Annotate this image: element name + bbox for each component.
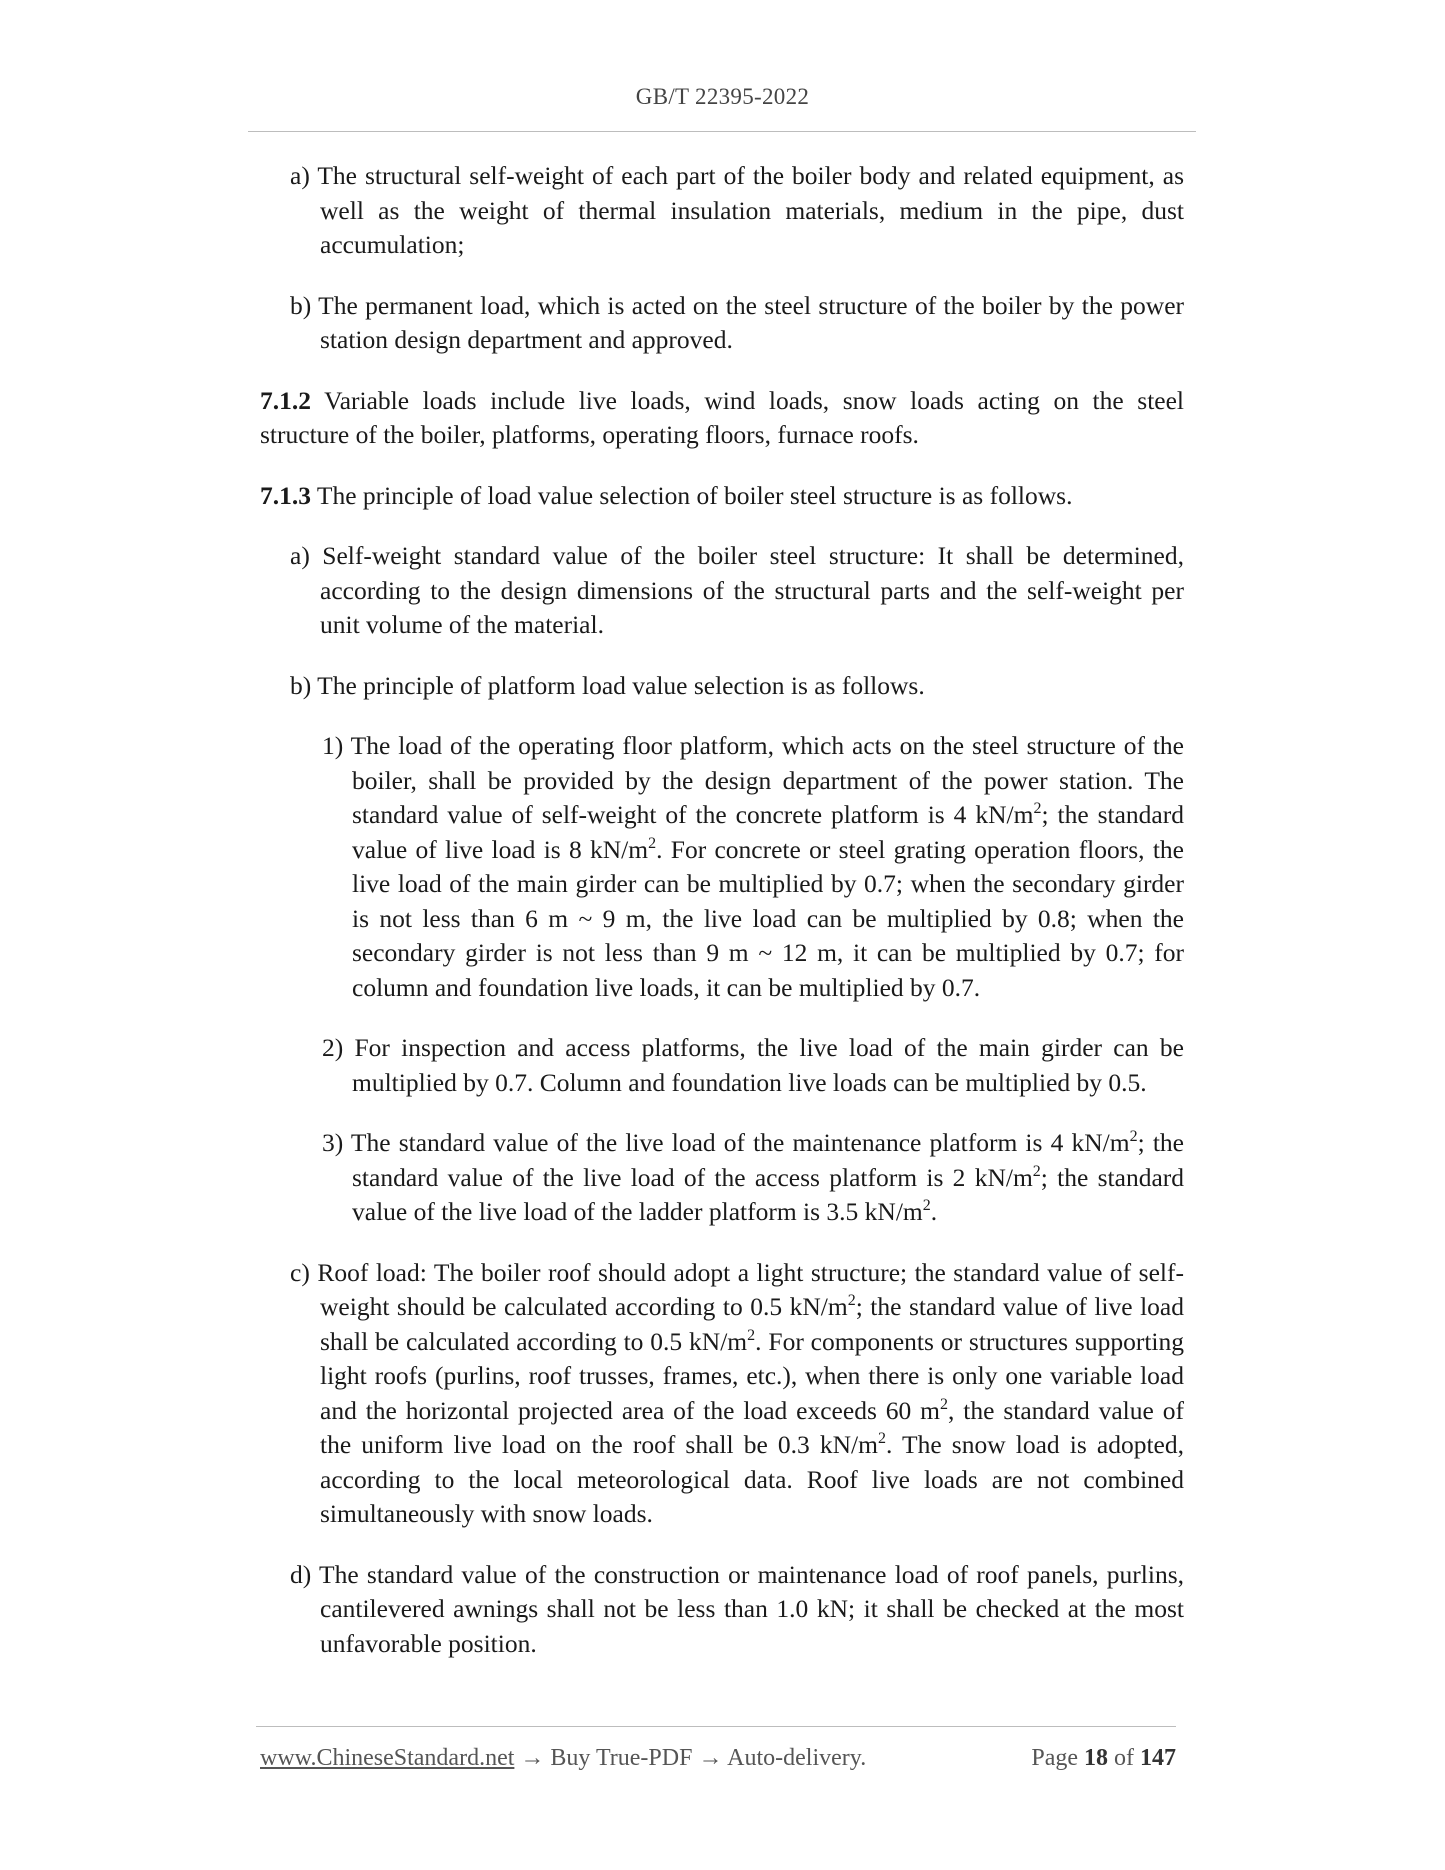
clause-7-1-3: [260, 479, 1184, 514]
sub-item-3-maintenance-platform: 3) The standard value of the live load of the maintenance platform is 4 $kN/m^2$; the standard value of the live load of the access platform is 2 $kN/m^2$; the standard value of the live load of the ladder platform is 3.5 $kN/m^2$.: [322, 1128, 1185, 1226]
footer-promo: [260, 1745, 866, 1772]
sub-item-1-operating-floor: 1) The load of the operating floor platform, which acts on the steel structure of the boiler, shall be provided by the design department of the power station. The standard value of self-weight of the concrete platform is 4 $kN/m^2$; the standard value of live load is 8 $kN/m^2$. For concrete or steel grating operation floors, the live load of the main girder can be multiplied by 0.7; when the secondary girder is not less than 6 m ~ 9 m, the live load can be multiplied by 0.8; when the secondary girder is not less than 9 m ~ 12 m, it can be multiplied by 0.7; for column and foundation live loads, it can be multiplied by 0.7.: [322, 731, 1184, 1002]
arrow-icon: →: [692, 1745, 728, 1771]
clause-7-1-2: [260, 384, 1184, 453]
page-number: Page 18 of 147: [1031, 1745, 1176, 1771]
total-pages: 147: [1140, 1745, 1176, 1771]
arrow-icon: →: [514, 1745, 551, 1771]
clause-text: The principle of load value selection of boiler steel structure is as follows.: [311, 480, 1073, 510]
clause-number: 7.1.2: [260, 385, 311, 415]
list-item-b-platform-principle: b) The principle of platform load value selection is as follows.: [290, 670, 925, 700]
page-content: [260, 159, 1184, 1661]
list-item-c-roof-load: c) Roof load: The boiler roof should adopt a light structure; the standard value of self-weight should be calculated according to 0.5 $kN/m^2$; the standard value of live load shall be calculated according to 0.5 $kN/m^2$. For components or structures supporting light roofs (purlins, roof trusses, frames, etc.), when there is only one variable load and the horizontal projected area of the load exceeds 60 $m^2$, the standard value of the uniform live load on the roof shall be 0.3 $kN/m^2$. The snow load is adopted, according to the local meteorological data. Roof live loads are not combined simultaneously with snow loads.: [290, 1257, 1184, 1528]
document-header: GB/T 22395-2022: [635, 84, 810, 109]
buy-pdf-text: Buy True-PDF: [550, 1745, 693, 1771]
footer-divider: [256, 1726, 1176, 1727]
clause-number: 7.1.3: [260, 480, 311, 510]
clause-text: Variable loads include live loads, wind loads, snow loads acting on the steel structure of the boiler, platforms, operating floors, furnace roofs.: [260, 385, 1184, 449]
list-item-a-steel-self-weight: a) Self-weight standard value of the boiler steel structure: It shall be determined, according to the design dimensions of the structural parts and the self-weight per unit volume of the material.: [290, 541, 1184, 639]
current-page: 18: [1084, 1745, 1108, 1771]
sub-item-2-inspection-access: 2) For inspection and access platforms, the live load of the main girder can be multiplied by 0.7. Column and foundation live loads can be multiplied by 0.5.: [322, 1033, 1184, 1097]
site-link[interactable]: www.ChineseStandard.net: [260, 1745, 515, 1771]
list-item-a-self-weight: a) The structural self-weight of each part of the boiler body and related equipment, as well as the weight of thermal insulation materials, medium in the pipe, dust accumulation;: [290, 161, 1184, 259]
list-item-b-permanent-load: b) The permanent load, which is acted on the steel structure of the boiler by the power station design department and approved.: [290, 290, 1184, 354]
header-divider: [248, 131, 1196, 132]
list-item-d-construction-load: d) The standard value of the construction or maintenance load of roof panels, purlins, cantilevered awnings shall not be less than 1.0 kN; it shall be checked at the most unfavorable position.: [290, 1559, 1184, 1658]
auto-delivery-text: Auto-delivery.: [727, 1745, 867, 1771]
